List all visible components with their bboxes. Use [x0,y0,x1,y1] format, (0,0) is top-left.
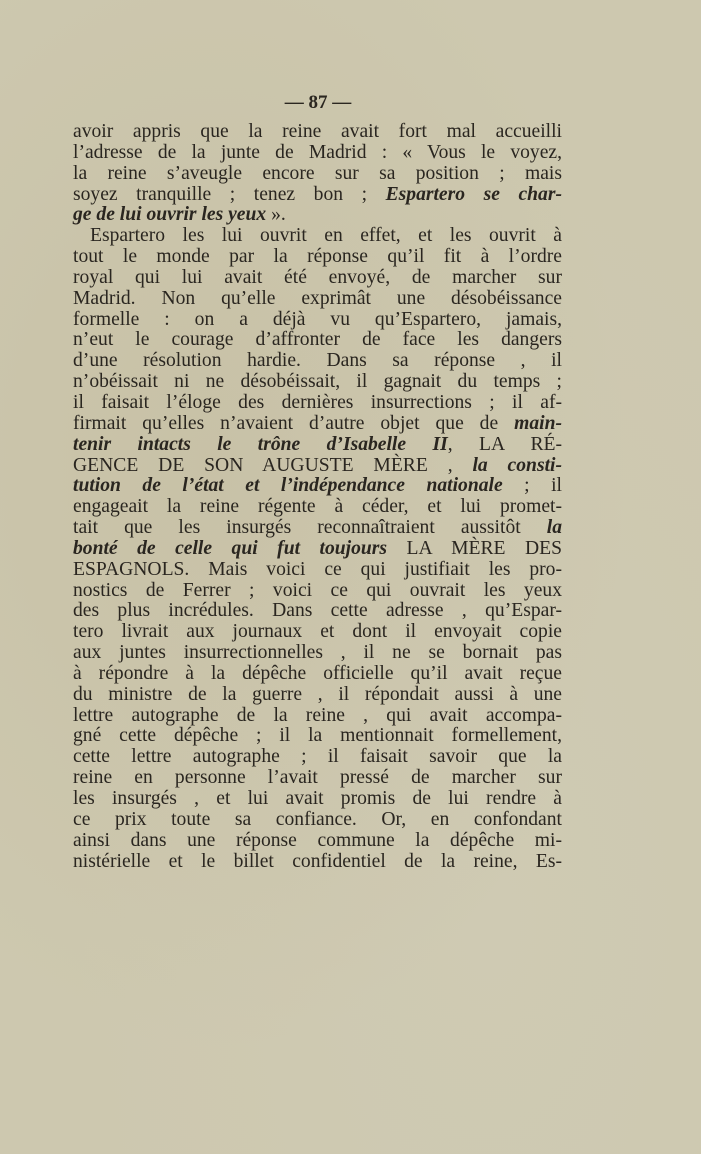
italic-text: ge de lui ouvrir les yeux [73,204,267,226]
text-line [73,310,562,331]
text-line [73,164,562,185]
italic-text: tenir intacts le trône d’Isabelle II [73,433,448,455]
text-run: Espartero les lui ouvrit en effet, et les ouvrit à [90,225,562,247]
text-line [73,789,562,810]
text-run: n’eut le courage d’affronter de face les dangers [73,329,562,351]
text-line [73,414,562,435]
text-line [73,476,562,497]
text-run: ce prix toute sa confiance. Or, en confondant [73,808,562,830]
text-run: des plus incrédules. Dans cette adresse , qu’Espar- [73,600,562,622]
text-line [73,351,562,372]
text-line [73,393,562,414]
text-line [73,810,562,831]
text-line [73,205,562,226]
text-run: la reine s’aveugle encore sur sa position ; mais [73,162,562,184]
text-run: royal qui lui avait été envoyé, de marcher sur [73,266,562,288]
text-run: à répondre à la dépêche officielle qu’il avait reçue [73,662,562,684]
text-line [73,706,562,727]
text-line [73,435,562,456]
text-run: ainsi dans une réponse commune la dépêche mi- [73,829,562,851]
text-line [73,289,562,310]
text-line [73,747,562,768]
text-run: nistérielle et le billet confidentiel de la reine, Es- [73,850,562,872]
text-line [73,330,562,351]
text-run: tait que les insurgés reconnaîtraient aussitôt [73,517,547,539]
text-run: Madrid. Non qu’elle exprimât une désobéissance [73,287,562,309]
text-line [73,268,562,289]
text-line [73,622,562,643]
text-line [73,852,562,873]
text-line [73,372,562,393]
text-run: reine en personne l’avait pressé de marcher sur [73,767,562,789]
text-line [73,664,562,685]
text-run: ESPAGNOLS. Mais voici ce qui justifiait les pro- [73,558,562,580]
page-number: — 87 — [284,92,352,113]
text-line [73,185,562,206]
text-run: avoir appris que la reine avait fort mal accueilli [73,121,562,142]
text-line [73,143,562,164]
text-run: soyez tranquille ; tenez bon ; [73,183,386,205]
text-line [73,601,562,622]
text-run: nostics de Ferrer ; voici ce qui ouvrait les yeux [73,579,562,601]
text-run: firmait qu’elles n’avaient d’autre objet que de [73,412,515,434]
text-run: ; il [502,475,562,497]
text-run: ». [266,204,286,226]
italic-text: Espartero se char- [385,183,563,205]
text-run: engageait la reine régente à céder, et lui promet- [73,496,562,518]
italic-text: la consti- [472,454,562,476]
text-run: du ministre de la guerre , il répondait aussi à une [73,683,562,705]
text-line [73,726,562,747]
text-line [73,497,562,518]
text-run: cette lettre autographe ; il faisait savoir que la [73,746,562,768]
text-line [73,831,562,852]
text-line [73,685,562,706]
body-text [73,122,562,872]
text-line [73,539,562,560]
text-run: lettre autographe de la reine , qui avait accompa- [73,704,562,726]
text-run: formelle : on a déjà vu qu’Espartero, jamais, [73,308,562,330]
text-run: n’obéissait ni ne désobéissait, il gagnait du temps ; [73,371,562,393]
text-run: tout le monde par la réponse qu’il fit à l’ordre [73,246,562,268]
text-line [73,226,562,247]
text-run: , LA RÉ- [447,433,563,455]
italic-text: main- [514,412,562,434]
text-line [73,560,562,581]
text-line [73,518,562,539]
italic-text: bonté de celle qui fut toujours [73,537,388,559]
text-run: d’une résolution hardie. Dans sa réponse , il [73,350,562,372]
text-run: les insurgés , et lui avait promis de lui rendre à [73,788,562,809]
text-run: gné cette dépêche ; il la mentionnait formellement, [73,725,562,747]
text-line [73,456,562,477]
text-run: LA MÈRE DES [387,537,562,559]
text-line [73,122,562,143]
text-run: aux juntes insurrectionnelles , il ne se bornait pas [73,642,562,664]
text-run: l’adresse de la junte de Madrid : « Vous le voyez, [73,141,562,163]
italic-text: tution de l’état et l’indépendance nationale [73,475,503,497]
text-line [73,643,562,664]
italic-text: la [546,517,562,539]
text-line [73,581,562,602]
text-run: GENCE DE SON AUGUSTE MÈRE , [73,454,473,476]
text-run: il faisait l’éloge des dernières insurrections ; il af- [73,391,562,413]
text-line [73,247,562,268]
text-run: tero livrait aux journaux et dont il envoyait copie [73,621,562,643]
text-line [73,768,562,789]
